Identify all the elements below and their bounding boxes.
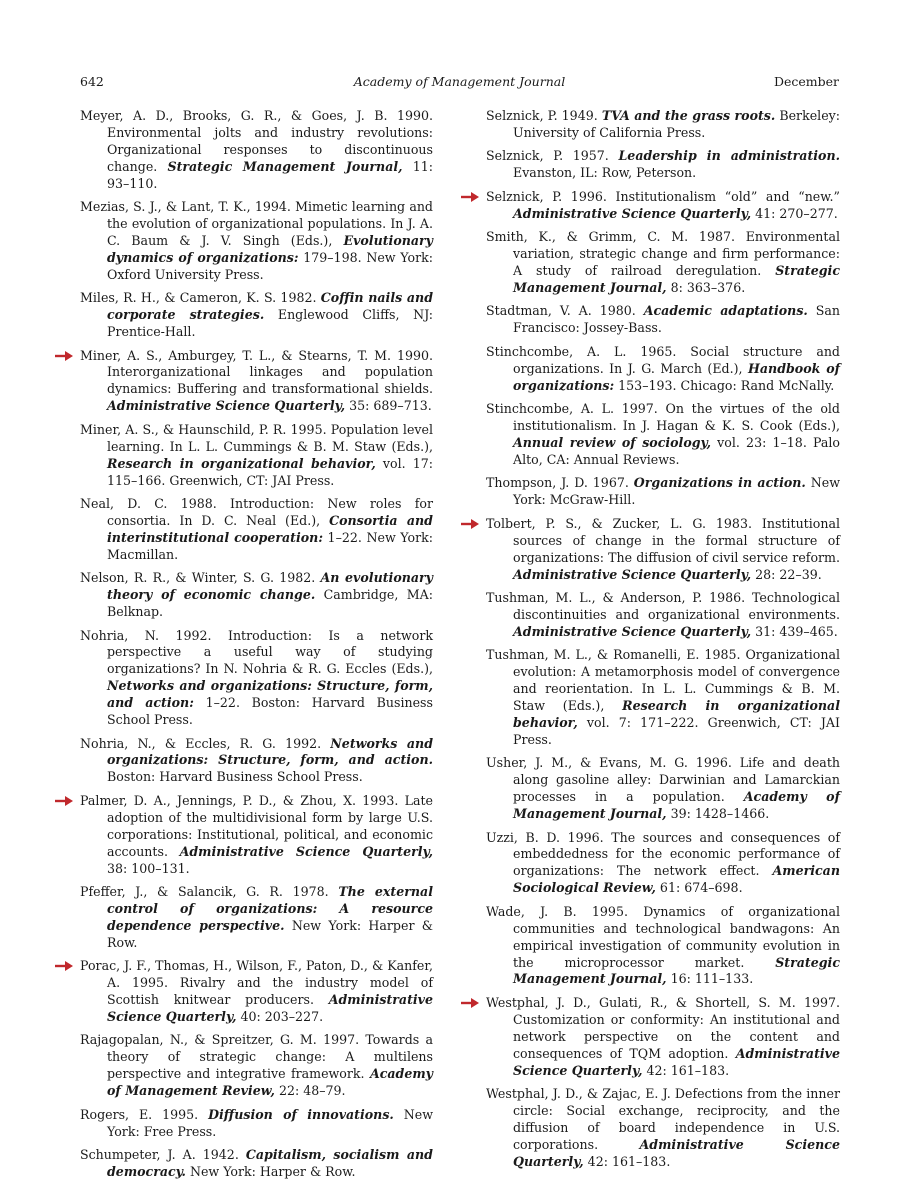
reference-citation-details: 61: 674–698. [655,880,743,896]
reference-text: Nohria, N. 1992. Introduction: Is a network perspective a useful way of studying organizations? In N. Nohria & R. G. Eccles (Eds.), [80,627,433,677]
reference-text: Meyer, A. D., Brooks, G. R., & Goes, J. B. 1990. Environmental jolts and industry revolutions: Organizational responses to discontinuous change. [80,108,433,174]
journal-title: Academy of Management Journal [353,74,566,89]
reference-entry [486,590,840,641]
reference-entry [80,884,433,952]
reference-entry [486,904,840,989]
reference-citation-details: 39: 1428–1466. [666,806,770,822]
reference-text: Tushman, M. L., & Anderson, P. 1986. Technological discontinuities and organizational environments. [486,590,840,622]
reference-source-title: Administrative Science Quarterly, [513,566,752,582]
reference-citation-details: vol. 17: 115–166. Greenwich, CT: JAI Press. [107,455,433,488]
reference-source-title: TVA and the grass roots. [601,108,776,123]
reference-text: Mezias, S. J., & Lant, T. K., 1994. Mimetic learning and the evolution of organizational populations. In J. A. C. Baum & J. V. Singh (Eds.), [80,199,433,248]
reference-source-title: Academy of Management Review, [107,1066,433,1099]
reference-source-title: Diffusion of innovations. [208,1106,394,1122]
reference-citation-details: Cambridge, MA: Belknap. [107,587,433,620]
reference-text: Palmer, D. A., Jennings, P. D., & Zhou, X. 1993. Late adoption of the multidivisional form by large U.S. corporations: Institutional, political, and economic accounts. [80,792,433,859]
reference-citation-details: 1–22. Boston: Harvard Business School Press. [107,695,433,728]
arrow-marker-icon [54,794,74,808]
reference-entry [80,793,433,878]
reference-source-title: Academic adaptations. [643,303,808,319]
reference-citation-details: 40: 203–227. [236,1008,324,1024]
reference-text: Uzzi, B. D. 1996. The sources and consequences of embeddedness for the economic performance of organizations: The network effect. [486,829,840,879]
reference-text: Porac, J. F., Thomas, H., Wilson, F., Paton, D., & Kanfer, A. 1995. Rivalry and the industry model of Scottish knitwear producers. [80,958,433,1008]
reference-entry [486,995,840,1080]
reference-citation-details: 1–22. New York: Macmillan. [107,529,433,562]
reference-entry [80,496,433,564]
reference-text: Westphal, J. D., Gulati, R., & Shortell, S. M. 1997. Customization or conformity: An institutional and network perspective on the content and consequences of TQM adoption. [486,994,840,1061]
reference-citation-details: 179–198. New York: Oxford University Press. [107,249,433,282]
arrow-marker-icon [460,190,480,204]
reference-citation-details: 38: 100–131. [107,860,190,876]
reference-text: Rogers, E. 1995. [80,1106,209,1122]
reference-citation-details: 16: 111–133. [666,971,754,987]
reference-citation-details: San Francisco: Jossey-Bass. [513,303,841,336]
reference-citation-details: 41: 270–277. [751,205,838,221]
reference-entry [486,189,840,223]
reference-source-title: Strategic Management Journal, [167,158,403,174]
reference-entry [80,422,433,490]
reference-text: Nelson, R. R., & Winter, S. G. 1982. [80,570,321,586]
arrow-marker-icon [460,517,480,531]
reference-entry [80,1032,433,1100]
arrow-marker-icon [54,349,74,363]
reference-entry [80,1147,433,1181]
references-right-column [486,108,840,1177]
reference-text: Selznick, P. 1949. [486,108,602,123]
reference-text: Pfeffer, J., & Salancik, G. R. 1978. [80,884,339,899]
reference-source-title: Administrative Science Quarterly, [179,843,433,859]
reference-source-title: Administrative Science Quarterly, [513,1136,840,1169]
reference-citation-details: Evanston, IL: Row, Peterson. [513,165,697,181]
reference-text: Nohria, N., & Eccles, R. G. 1992. [80,735,331,751]
reference-entry [80,290,433,341]
reference-source-title: Administrative Science Quarterly, [107,992,433,1024]
reference-text: Miner, A. S., & Haunschild, P. R. 1995. Population level learning. In L. L. Cummings & B. M. Staw (Eds.), [80,421,433,454]
reference-source-title: Strategic Management Journal, [513,263,840,295]
reference-text: Stadtman, V. A. 1980. [486,303,644,319]
reference-source-title: Administrative Science Quarterly, [513,623,752,639]
reference-entry [80,628,433,729]
reference-citation-details: 153–193. Chicago: Rand McNally. [614,377,835,393]
reference-text: Wade, J. B. 1995. Dynamics of organizational communities and technological bandwagons: An empirical investigation of community evolution in the microprocessor market. [486,903,840,970]
reference-entry [486,401,840,469]
reference-citation-details: Berkeley: University of California Press. [513,108,841,140]
reference-source-title: Networks and organizations: Structure, form, and action. [107,735,434,768]
reference-citation-details: 22: 48–79. [274,1083,346,1099]
reference-entry [486,303,840,337]
reference-citation-details: 35: 689–713. [345,398,432,414]
references-left-column [80,108,433,1187]
reference-citation-details: 11: 93–110. [107,158,433,191]
reference-source-title: Capitalism, socialism and democracy. [107,1147,433,1179]
reference-source-title: American Sociological Review, [513,863,840,896]
reference-source-title: Academy of Management Journal, [513,789,840,822]
reference-citation-details: New York: Harper & Row. [185,1163,356,1179]
reference-entry [486,148,840,182]
reference-source-title: Annual review of sociology, [513,434,712,450]
reference-source-title: An evolutionary theory of economic change. [107,570,433,603]
reference-citation-details: 31: 439–465. [751,623,838,639]
arrow-marker-icon [54,959,74,973]
reference-text: Stinchcombe, A. L. 1997. On the virtues of the old institutionalism. In J. Hagan & K. S. Cook (Eds.), [486,401,840,434]
reference-text: Thompson, J. D. 1967. [486,475,634,491]
reference-citation-details: Boston: Harvard Business School Press. [107,769,363,785]
reference-entry [80,1107,433,1141]
reference-entry [80,570,433,621]
reference-entry [486,647,840,748]
reference-citation-details: New York: McGraw-Hill. [513,475,841,508]
reference-source-title: Research in organizational behavior, [513,698,840,730]
reference-text: Smith, K., & Grimm, C. M. 1987. Environmental variation, strategic change and firm performance: A study of railroad deregulation. [486,229,840,279]
reference-entry [80,108,433,193]
reference-source-title: Leadership in administration. [618,148,840,164]
reference-entry [486,229,840,297]
reference-entry [80,199,433,284]
reference-entry [486,755,840,823]
page-number: 642 [80,74,104,89]
reference-citation-details: Englewood Cliffs, NJ: Prentice-Hall. [107,307,433,340]
reference-entry [80,958,433,1026]
reference-text: Selznick, P. 1957. [486,148,619,164]
reference-text: Miner, A. S., Amburgey, T. L., & Stearns, T. M. 1990. Interorganizational linkages and population dynamics: Buffering and transformational shields. [80,347,433,397]
reference-source-title: Evolutionary dynamics of organizations: [107,232,433,265]
reference-citation-details: New York: Harper & Row. [107,917,433,950]
reference-entry [486,475,840,509]
reference-citation-details: New York: Free Press. [107,1106,434,1139]
reference-entry [486,1086,840,1171]
reference-text: Westphal, J. D., & Zajac, E. J. Defections from the inner circle: Social exchange, reciprocity, and the diffusion of board independence in U.S. corporations. [486,1086,840,1152]
reference-text: Usher, J. M., & Evans, M. G. 1996. Life and death along gasoline alley: Darwinian and Lamarckian processes in a population. [486,755,840,805]
reference-entry [486,830,840,898]
reference-citation-details: 28: 22–39. [751,566,822,582]
reference-source-title: Administrative Science Quarterly, [513,205,752,221]
reference-source-title: Handbook of organizations: [513,360,841,393]
reference-source-title: Strategic Management Journal, [513,954,840,987]
reference-citation-details: vol. 23: 1–18. Palo Alto, CA: Annual Reviews. [513,434,840,467]
reference-source-title: Research in organizational behavior, [107,455,376,471]
reference-source-title: Consortia and interinstitutional cooperation: [107,512,433,545]
reference-entry [80,348,433,416]
reference-source-title: Organizations in action. [633,475,806,491]
reference-text: Tolbert, P. S., & Zucker, L. G. 1983. Institutional sources of change in the formal structure of organizations: The diffusion of civil service reform. [486,515,840,565]
reference-text: Miles, R. H., & Cameron, K. S. 1982. [80,290,321,306]
reference-text: Stinchcombe, A. L. 1965. Social structure and organizations. In J. G. March (Ed.), [486,343,840,376]
reference-text: Selznick, P. 1996. Institutionalism “old” and “new.” [486,188,840,204]
reference-text: Schumpeter, J. A. 1942. [80,1147,246,1163]
reference-source-title: Coffin nails and corporate strategies. [107,290,433,323]
reference-citation-details: 8: 363–376. [666,279,746,295]
reference-text: Tushman, M. L., & Romanelli, E. 1985. Organizational evolution: A metamorphosis model of convergence and reorientation. In L. L. Cummings & B. M. Staw (Eds.), [486,647,840,714]
reference-source-title: Administrative Science Quarterly, [107,398,346,414]
reference-citation-details: 42: 161–183. [583,1153,671,1169]
reference-text: Rajagopalan, N., & Spreitzer, G. M. 1997. Towards a theory of strategic change: A multilens perspective and integrative framework. [80,1032,433,1082]
reference-entry [486,516,840,584]
reference-source-title: The external control of organizations: A resource dependence perspective. [107,884,433,933]
issue-month: December [773,74,839,89]
reference-source-title: Administrative Science Quarterly, [513,1045,840,1078]
reference-entry [486,344,840,395]
reference-citation-details: 42: 161–183. [642,1062,730,1078]
reference-entry [80,736,433,787]
reference-citation-details: vol. 7: 171–222. Greenwich, CT: JAI Press. [513,714,840,747]
reference-source-title: Networks and organizations: Structure, form, and action: [107,678,433,711]
reference-text: Neal, D. C. 1988. Introduction: New roles for consortia. In D. C. Neal (Ed.), [80,496,433,528]
reference-entry [486,108,840,142]
arrow-marker-icon [460,996,480,1010]
